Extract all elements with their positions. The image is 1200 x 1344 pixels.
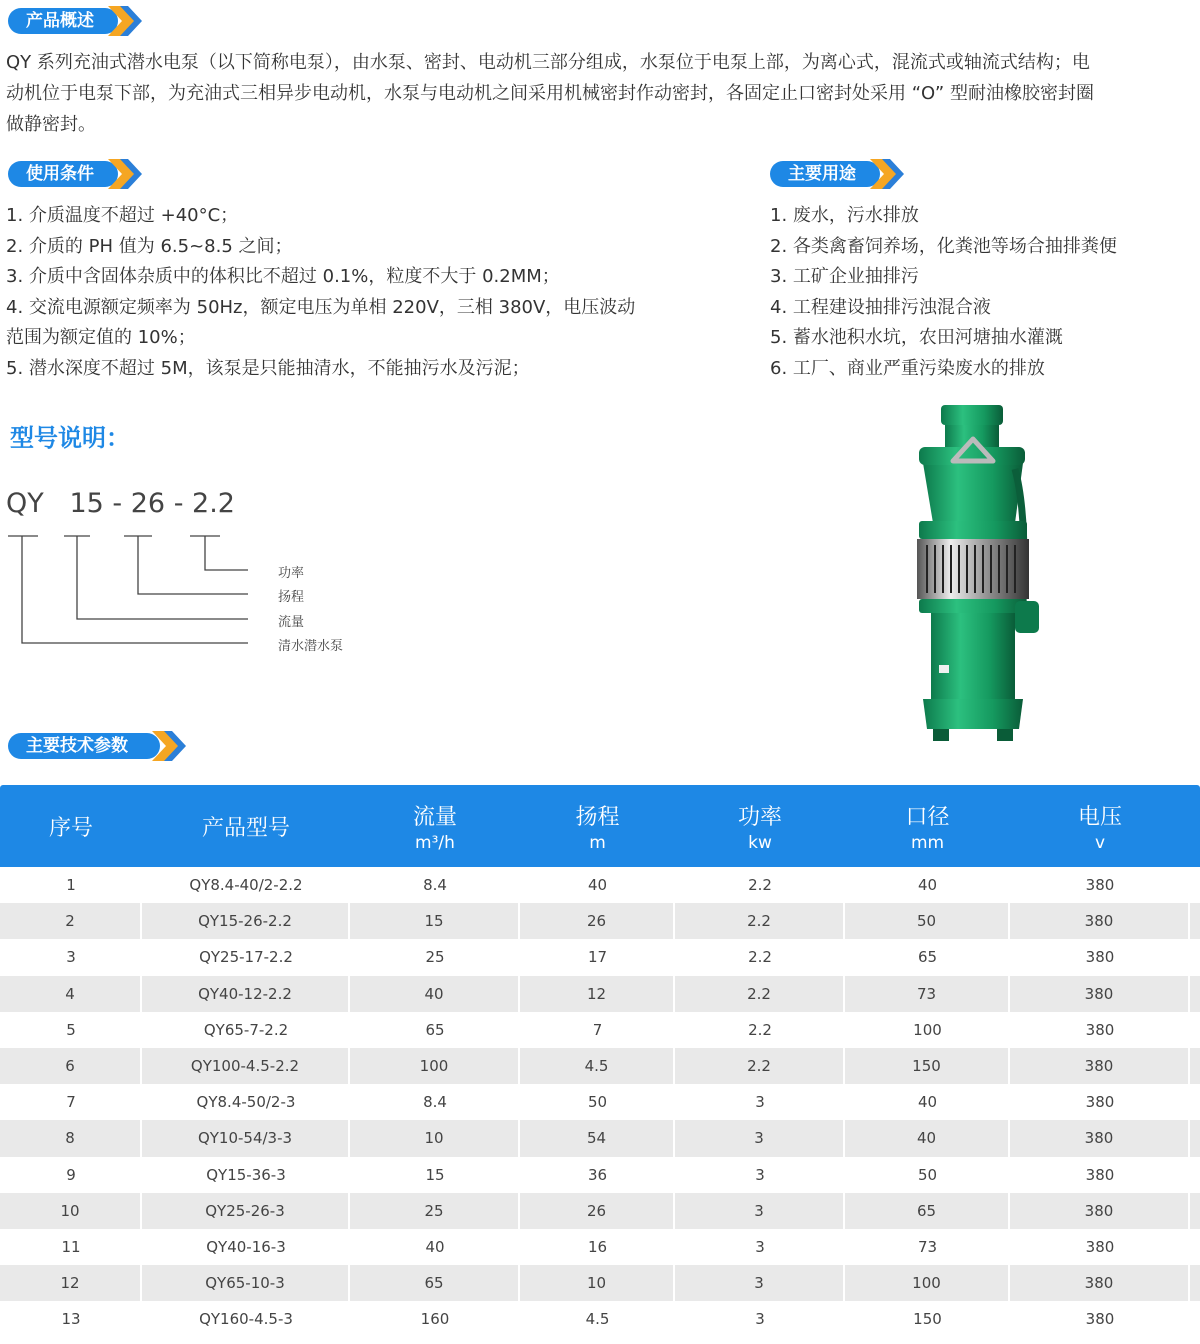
- conditions-item: 范围为额定值的 10%；: [6, 327, 196, 349]
- conditions-item: 2. 介质的 PH 值为 6.5~8.5 之间；: [6, 235, 293, 257]
- table-cell: 2: [0, 903, 142, 939]
- table-cell: 65: [425, 1020, 445, 1039]
- table-row: [0, 1229, 1200, 1265]
- table-cell: QY100-4.5-2.2: [142, 1048, 350, 1084]
- table-cell: 380: [1085, 1165, 1115, 1184]
- header-unit: m: [589, 832, 606, 853]
- section-badge-conditions: [8, 159, 143, 189]
- table-cell: 11: [61, 1237, 81, 1256]
- table-cell: 10: [350, 1120, 520, 1156]
- table-row: [0, 1301, 1200, 1337]
- table-cell: 3: [755, 1310, 765, 1329]
- table-cell: 10: [0, 1193, 142, 1229]
- table-cell: 3: [675, 1120, 845, 1156]
- table-cell: 40: [917, 1093, 938, 1112]
- table-row: [0, 976, 1200, 1012]
- header-label: 扬程: [575, 804, 620, 830]
- table-cell: 54: [520, 1120, 675, 1156]
- table-cell: 8: [0, 1120, 142, 1156]
- table-cell: QY160-4.5-3: [199, 1310, 293, 1329]
- table-cell: 12: [520, 976, 675, 1012]
- header-cell-voltage: [1010, 785, 1190, 867]
- table-cell: 160: [420, 1310, 450, 1329]
- header-cell-power: [675, 785, 845, 867]
- legend-head: 扬程: [278, 590, 305, 605]
- table-cell: 3: [755, 1165, 765, 1184]
- header-unit: kw: [748, 832, 772, 853]
- table-cell: 380: [1085, 948, 1115, 967]
- header-label: 功率: [737, 804, 782, 830]
- table-cell: 50: [845, 903, 1010, 939]
- table-cell: QY40-16-3: [206, 1237, 286, 1256]
- overview-line: 动机位于电泵下部，为充油式三相异步电动机，水泵与电动机之间采用机械密封作动密封，各固定止口密封处采用 “O” 型耐油橡胶密封圈: [6, 83, 1094, 104]
- chevron-arrows-icon: [868, 159, 908, 189]
- header-label: 流量: [412, 804, 457, 830]
- section-title-conditions: 使用条件: [8, 161, 118, 187]
- header-unit: v: [1094, 832, 1106, 853]
- table-cell: QY8.4-40/2-2.2: [189, 876, 303, 895]
- table-cell: 380: [1085, 1093, 1115, 1112]
- table-cell: 380: [1085, 1020, 1115, 1039]
- chevron-arrows-icon: [106, 159, 146, 189]
- table-cell: 6: [0, 1048, 142, 1084]
- model-title: 型号说明：: [10, 424, 130, 452]
- table-header: [0, 785, 1200, 867]
- table-row: [0, 1012, 1200, 1048]
- uses-item: 3. 工矿企业抽排污: [770, 266, 919, 288]
- table-cell: 380: [1085, 1237, 1115, 1256]
- header-label: 产品型号: [201, 815, 290, 841]
- table-cell: 5: [66, 1020, 76, 1039]
- table-cell: 16: [587, 1237, 608, 1256]
- table-cell: 4.5: [585, 1310, 610, 1329]
- table-cell: 26: [520, 903, 675, 939]
- table-cell: 7: [66, 1093, 76, 1112]
- header-cell-diameter: [845, 785, 1010, 867]
- conditions-list: [6, 201, 746, 385]
- table-cell: 1: [66, 876, 76, 895]
- table-row: [0, 903, 1200, 939]
- table-cell: 15: [350, 903, 520, 939]
- table-cell: 15: [425, 1165, 445, 1184]
- table-cell: QY25-26-3: [142, 1193, 350, 1229]
- table-cell: 3: [755, 1237, 765, 1256]
- table-cell: 65: [845, 1193, 1010, 1229]
- table-cell: 40: [845, 1120, 1010, 1156]
- header-cell-index: [0, 785, 142, 867]
- table-cell: 2.2: [675, 976, 845, 1012]
- conditions-item: 5. 潜水深度不超过 5M，该泵是只能抽清水，不能抽污水及污泥；: [6, 357, 530, 379]
- table-cell: 40: [587, 876, 608, 895]
- header-unit: mm: [910, 832, 945, 853]
- table-cell: 380: [1010, 976, 1190, 1012]
- table-cell: 73: [917, 1237, 938, 1256]
- table-cell: 100: [913, 1020, 942, 1039]
- section-badge-specs: [8, 731, 193, 761]
- table-cell: 40: [350, 976, 520, 1012]
- table-cell: 25: [425, 948, 445, 967]
- header-cell-model: [142, 785, 350, 867]
- legend-pump-type: 清水潜水泵: [278, 639, 344, 654]
- table-cell: 12: [0, 1265, 142, 1301]
- header-cell-head: [520, 785, 675, 867]
- legend-power: 功率: [278, 566, 305, 581]
- conditions-item: 1. 介质温度不超过 +40°C；: [6, 205, 239, 226]
- legend-flow: 流量: [278, 615, 305, 630]
- table-cell: 2.2: [748, 876, 772, 895]
- table-cell: 3: [675, 1265, 845, 1301]
- header-label: 口径: [905, 804, 950, 830]
- table-cell: 100: [350, 1048, 520, 1084]
- model-legend-lines: [0, 530, 260, 650]
- table-cell: 9: [66, 1165, 76, 1184]
- table-row: [0, 939, 1200, 975]
- uses-item: 1. 废水，污水排放: [770, 205, 919, 226]
- table-cell: 25: [350, 1193, 520, 1229]
- section-title-uses: 主要用途: [770, 161, 880, 187]
- table-cell: 65: [350, 1265, 520, 1301]
- table-cell: 2.2: [675, 903, 845, 939]
- chevron-arrows-icon: [106, 6, 146, 36]
- header-cell-flow: [350, 785, 520, 867]
- table-row: [0, 1157, 1200, 1193]
- table-row: [0, 1084, 1200, 1120]
- table-cell: 36: [587, 1165, 608, 1184]
- table-cell: 380: [1010, 1120, 1190, 1156]
- table-cell: 50: [917, 1165, 938, 1184]
- table-row: [0, 1120, 1200, 1156]
- table-cell: 7: [592, 1020, 603, 1039]
- table-cell: 40: [425, 1237, 445, 1256]
- table-cell: 40: [917, 876, 938, 895]
- conditions-item: 3. 介质中含固体杂质中的体积比不超过 0.1%，粒度不大于 0.2MM；: [6, 266, 560, 288]
- table-row: [0, 1193, 1200, 1229]
- uses-list: [770, 201, 1190, 385]
- section-title-overview: 产品概述: [8, 8, 118, 34]
- table-cell: 150: [845, 1048, 1010, 1084]
- table-cell: QY10-54/3-3: [142, 1120, 350, 1156]
- overview-paragraph: [6, 47, 1196, 140]
- table-cell: 13: [61, 1310, 81, 1329]
- chevron-arrows-icon: [150, 731, 190, 761]
- table-row: [0, 1048, 1200, 1084]
- table-cell: QY8.4-50/2-3: [196, 1093, 296, 1112]
- table-cell: 2.2: [748, 1020, 772, 1039]
- header-label: 电压: [1077, 804, 1122, 830]
- table-cell: QY25-17-2.2: [199, 948, 293, 967]
- table-cell: QY65-10-3: [142, 1265, 350, 1301]
- table-cell: 4: [0, 976, 142, 1012]
- model-code: QY 15 - 26 - 2.2: [6, 488, 235, 519]
- submersible-pump-image: [905, 403, 1045, 745]
- table-cell: 3: [755, 1093, 765, 1112]
- conditions-item: 4. 交流电源额定频率为 50Hz，额定电压为单相 220V，三相 380V，电压波动: [6, 296, 636, 318]
- table-cell: QY15-36-3: [206, 1165, 286, 1184]
- section-badge-uses: [770, 159, 905, 189]
- table-cell: 380: [1010, 1193, 1190, 1229]
- table-cell: 380: [1085, 1310, 1115, 1329]
- specs-table: [0, 785, 1200, 1337]
- table-cell: 8.4: [423, 1093, 447, 1112]
- table-cell: 73: [845, 976, 1010, 1012]
- table-cell: 100: [845, 1265, 1010, 1301]
- table-cell: QY65-7-2.2: [203, 1020, 289, 1039]
- overview-line: 做静密封。: [6, 114, 96, 135]
- uses-item: 6. 工厂、商业严重污染废水的排放: [770, 357, 1045, 379]
- uses-item: 4. 工程建设抽排污浊混合液: [770, 296, 991, 318]
- section-title-specs: 主要技术参数: [8, 733, 160, 759]
- table-cell: 50: [587, 1093, 608, 1112]
- table-cell: 150: [913, 1310, 942, 1329]
- overview-line: QY 系列充油式潜水电泵（以下简称电泵），由水泵、密封、电动机三部分组成，水泵位于电泵上部，为离心式，混流式或轴流式结构；电: [6, 52, 1090, 73]
- table-cell: 65: [917, 948, 938, 967]
- uses-item: 2. 各类禽畜饲养场，化粪池等场合抽排粪便: [770, 235, 1117, 257]
- table-cell: 2.2: [675, 1048, 845, 1084]
- table-cell: 380: [1010, 903, 1190, 939]
- table-cell: 4.5: [520, 1048, 675, 1084]
- table-cell: 3: [66, 948, 76, 967]
- table-cell: 10: [520, 1265, 675, 1301]
- table-cell: QY40-12-2.2: [142, 976, 350, 1012]
- table-cell: QY15-26-2.2: [142, 903, 350, 939]
- table-cell: 380: [1010, 1265, 1190, 1301]
- section-badge-overview: [8, 6, 143, 36]
- table-cell: 8.4: [423, 876, 447, 895]
- table-cell: 26: [520, 1193, 675, 1229]
- table-cell: 3: [675, 1193, 845, 1229]
- table-row: [0, 867, 1200, 903]
- table-cell: 2.2: [748, 948, 772, 967]
- table-row: [0, 1265, 1200, 1301]
- table-cell: 380: [1085, 876, 1115, 895]
- table-body: [0, 867, 1200, 1337]
- table-cell: 17: [587, 948, 608, 967]
- table-cell: 380: [1010, 1048, 1190, 1084]
- header-label: 序号: [48, 815, 93, 841]
- uses-item: 5. 蓄水池积水坑，农田河塘抽水灌溉: [770, 327, 1063, 349]
- header-unit: m³/h: [415, 832, 455, 853]
